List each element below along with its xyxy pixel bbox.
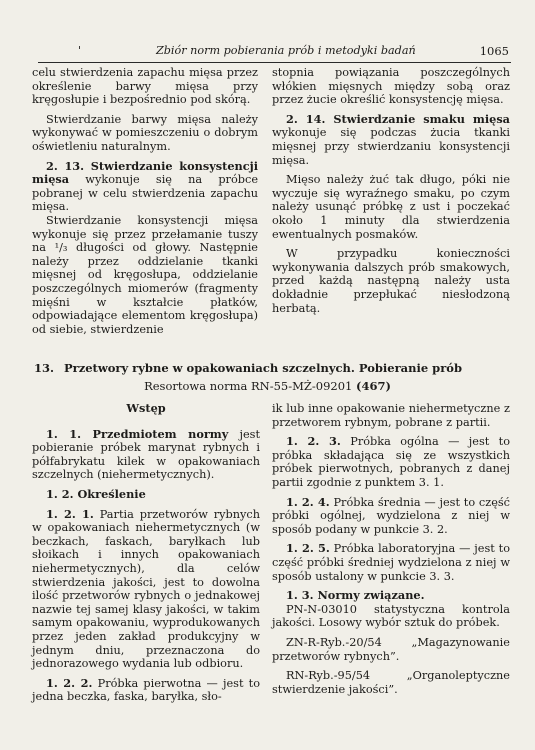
reference-item: PN-N-03010 statystyczna kontrola jakości. Losowy wybór sztuk do próbek.	[272, 602, 510, 630]
header-mark: '	[78, 44, 82, 57]
running-header	[38, 44, 511, 63]
paragraph: W przypadku konieczności wykonywania dalszych prób smakowych, przed każdą następną należy usta dokładnie przepłukać niesłodzoną herbatą.	[272, 247, 510, 315]
paragraph: Mięso należy żuć tak długo, póki nie wyczuje się wyraźnego smaku, po czym należy usunąć próbkę z ust i poczekać około 1 minuty dla stwierdzenia ewentualnych posmaków.	[272, 173, 510, 241]
column-bottom-left	[32, 402, 260, 704]
paragraph: 1. 2. 2. Próbka pierwotna — jest to jedna beczka, faska, baryłka, sło-	[32, 675, 261, 704]
column-top-right	[272, 66, 510, 315]
paragraph: stopnia powiązania poszczególnych włókien mięsnych między sobą oraz przez żucie określić konsystencję mięsa.	[272, 66, 510, 107]
heading-1-2-5: 1. 2. 5.	[286, 541, 330, 556]
section-number: 13.	[34, 361, 55, 375]
column-top-left	[32, 66, 258, 336]
section-heading-2-13: 2. 13. Stwierdzanie konsystencji mięsa	[32, 158, 258, 187]
page-number: 1065	[479, 44, 509, 58]
heading-1-2-4: 1. 2. 4.	[286, 494, 330, 509]
paragraph	[272, 589, 510, 603]
heading-1-2-2: 1. 2. 2.	[46, 675, 93, 690]
paragraph: Stwierdzanie konsystencji mięsa wykonuje się przez przełamanie tuszy na ¹/₃ długości od głowy. Następnie należy przez oddzielanie tkanki mięsnej od kręgosłupa, oddzielanie poszczególnych miomerów (fragmenty mięśni w kształcie płatków, odpowiadające elementom kręgosłupa) od siebie, stwierdzenie	[32, 213, 258, 336]
paragraph	[32, 488, 260, 502]
heading-1-2: 1. 2. Określenie	[46, 486, 146, 501]
paragraph: ik lub inne opakowanie niehermetyczne z przetworem rybnym, pobrane z partii.	[272, 402, 510, 429]
heading-1-3: 1. 3. Normy związane.	[286, 588, 425, 603]
paragraph: 2. 13. Stwierdzanie konsystencji mięsa wykonuje się na próbce pobranej w celu stwierdzenia zapachu mięsa.	[32, 158, 259, 214]
heading-1-1: 1. 1. Przedmiotem normy	[46, 426, 229, 441]
heading-1-2-1: 1. 2. 1.	[46, 506, 94, 521]
paragraph: 1. 2. 1. Partia przetworów rybnych w opakowaniach niehermetycznych (w beczkach, faskach, baryłkach lub słoikach i innych opakowaniach niehermetycznych), dla celów stwierdzenia jakości, jest to dowolna ilość przetworów rybnych o jednakowej nazwie tej samej klasy jakości, w takim samym opakowaniu, wyprodukowanych przez jeden zakład produkcyjny w jednym dniu, przeznaczona do jednorazowego wydania lub odbioru.	[32, 506, 261, 671]
paragraph: 1. 2. 4. Próbka średnia — jest to część próbki ogólnej, wydzielona z niej w sposób podany w punkcie 3. 2.	[272, 494, 511, 536]
norm-code: Resortowa norma RN-55-MŻ-09201	[144, 379, 353, 393]
section-subtitle	[0, 379, 535, 393]
reference-item: RN-Ryb.-95/54 „Organoleptyczne stwierdzenie jakości”.	[272, 669, 510, 696]
paragraph: 1. 2. 5. Próbka laboratoryjna — jest to część próbki średniej wydzielona z niej w sposób ustalony w punkcie 3. 3.	[272, 541, 510, 583]
section-title	[34, 361, 514, 375]
paragraph: 1. 1. Przedmiotem normy jest pobieranie próbek marynat rybnych i półfabrykatu kilek w opakowaniach szczelnych (niehermetycznych).	[32, 426, 260, 482]
reference-item: ZN-R-Ryb.-20/54 „Magazynowanie przetworów rybnych”.	[272, 635, 510, 663]
subsection-heading: Wstęp	[126, 401, 166, 415]
paragraph: 2. 14. Stwierdzanie smaku mięsa wykonuje się podczas żucia tkanki mięsnej przy stwierdzaniu konsystencji mięsa.	[272, 111, 510, 167]
paragraph: 1. 2. 3. Próbka ogólna — jest to próbka składająca się ze wszystkich próbek pierwotnych, pobranych z danej partii zgodnie z punktem 3. 1.	[272, 434, 511, 489]
section-heading-2-14: 2. 14. Stwierdzanie smaku mięsa	[286, 111, 510, 126]
norm-number: (467)	[356, 379, 391, 393]
header-title: Zbiór norm pobierania prób i metodyki badań	[156, 44, 416, 57]
paragraph: Stwierdzanie barwy mięsa należy wykonywać w pomieszczeniu o dobrym oświetleniu naturalnym.	[32, 112, 258, 153]
heading-1-2-3: 1. 2. 3.	[286, 434, 341, 449]
paragraph: celu stwierdzenia zapachu mięsa przez określenie barwy mięsa przy kręgosłupie i bezpośrednio pod skórą.	[32, 66, 258, 107]
column-bottom-right	[272, 402, 510, 696]
section-title-text: Przetwory rybne w opakowaniach szczelnych. Pobieranie prób	[64, 361, 462, 375]
